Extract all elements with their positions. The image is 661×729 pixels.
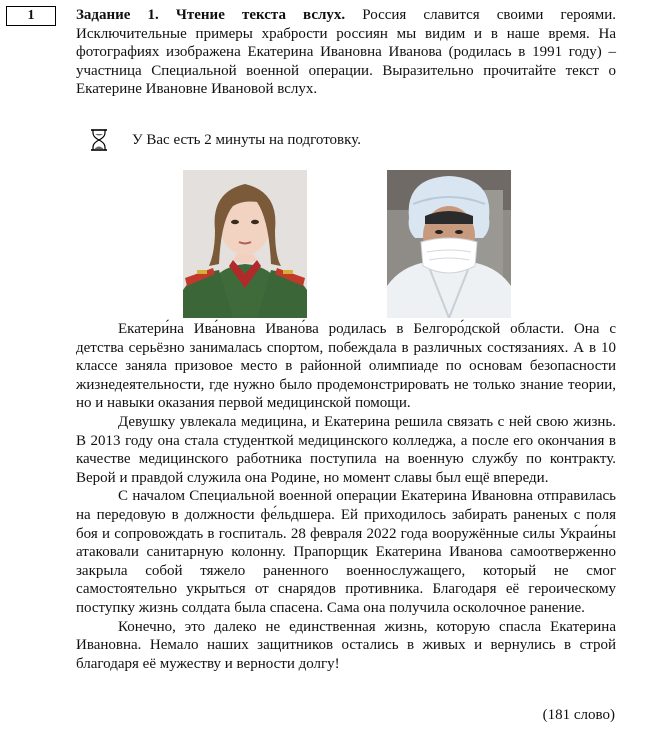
prep-note-row	[90, 128, 361, 152]
photo-portrait-uniform	[183, 170, 307, 318]
paragraph: Девушку увлекала медицина, и Екатерина решила связать с ней свою жизнь. В 2013 году она стала студенткой медицинского колледжа, а после его окончания в качестве медицинского работника поступила на военную службу по контракту. Верой и правдой служила она Родине, но момент славы был ещё впереди.	[76, 413, 616, 486]
task-intro	[76, 6, 616, 99]
word-count: (181 слово)	[542, 707, 615, 723]
reading-text	[76, 320, 616, 673]
paragraph: С началом Специальной военной операции Екатерина Ивановна отправилась на передовую в должности фе́льдшера. Ей приходилось забирать раненых с поля боя и сопровождать в госпиталь. 28 февраля 2022 года вооружённые силы Украи́ны атаковали санитарную колонну. Прапорщик Екатерина Иванова самоотверженно закрыла собой тяжело раненного военнослужащего, который не смог самостоятельно укрыться от снарядов противника. Благодаря её героическому поступку жизнь солдата была спасена. Сама она получила осколочное ранение.	[76, 488, 616, 616]
task-number: 1	[6, 6, 56, 26]
photo-portrait-medical-mask	[387, 170, 511, 318]
prep-note: У Вас есть 2 минуты на подготовку.	[132, 131, 361, 148]
paragraph: Екатери́на Ива́новна Ивано́ва родилась в Белгоро́дской области. Она с детства серьёзно занималась спортом, побеждала в различных состязаниях. А в 10 классе заняла призовое место в районной олимпиаде по основам безопасности жизнедеятельности, где нужно было продемонстрировать не только знание теории, но и навыки оказания первой медицинской помощи.	[76, 321, 616, 412]
hourglass-icon	[90, 129, 108, 151]
intro-text: Россия славится своими героями. Исключительные примеры храбрости россиян мы видим и в наше время. На фотографиях изображена Екатерина Ивановна Иванова (родилась в 1991 году) – участница Специальной военной операции. Выразительно прочитайте текст о Екатерине Ивановне Ивановой вслух.	[76, 7, 616, 97]
task-title: Задание 1. Чтение текста вслух.	[76, 7, 346, 23]
paragraph: Конечно, это далеко не единственная жизнь, которую спасла Екатерина Ивановна. Немало наших защитников остались в живых и вернулись в строй благодаря её мужеству и верности долгу!	[76, 618, 616, 672]
